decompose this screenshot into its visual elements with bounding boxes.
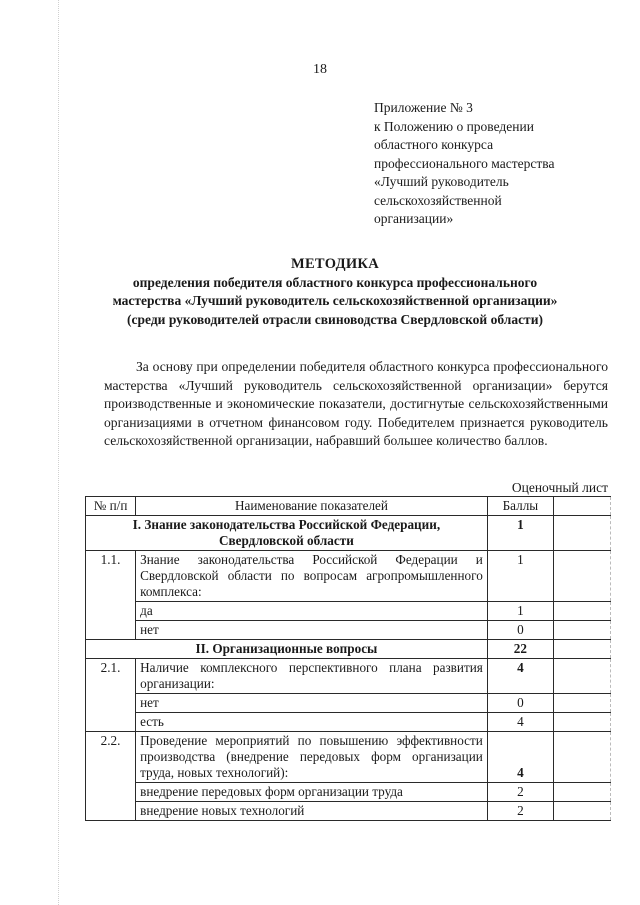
row-name: есть — [136, 713, 488, 732]
table-row — [86, 713, 611, 732]
row-number: 1.1. — [86, 551, 136, 640]
section-score: 22 — [487, 640, 553, 659]
row-name: нет — [136, 621, 488, 640]
scan-edge-line — [58, 0, 60, 905]
row-score: 2 — [487, 802, 553, 821]
evaluation-sheet-label: Оценочный лист — [511, 480, 608, 495]
table-row — [86, 783, 611, 802]
intro-paragraph: За основу при определении победителя областного конкурса профессионального мастерства «Лучший руководитель сельскохозяйственной организации» берутся производственные и экономические показатели, достигнутые сельскохозяйственными организациями в отчетном финансовом году. Победителем признается руководитель сельскохозяйственной организации, набравший большее количество баллов. — [104, 359, 608, 449]
table-section-row — [86, 640, 611, 659]
row-name: Проведение мероприятий по повышению эффективности производства (внедрение передовых форм организации труда, новых технологий): — [136, 732, 488, 783]
row-name: внедрение передовых форм организации труда — [136, 783, 488, 802]
row-number: 2.2. — [86, 732, 136, 821]
table-row — [86, 551, 611, 602]
appendix-line: «Лучший руководитель — [374, 174, 509, 189]
row-score: 1 — [487, 551, 553, 602]
section-score: 1 — [487, 516, 553, 551]
title-line: определения победителя областного конкурса профессионального — [132, 274, 538, 290]
table-row — [86, 602, 611, 621]
appendix-line: к Положению о проведении — [374, 118, 534, 134]
row-score: 2 — [487, 783, 553, 802]
row-score: 0 — [487, 621, 553, 640]
appendix-line: профессионального мастерства — [374, 155, 555, 171]
evaluation-table — [85, 496, 611, 821]
title-line: мастерства «Лучший руководитель сельскохозяйственной организации» — [112, 293, 558, 308]
table-row — [86, 659, 611, 694]
section-title: II. Организационные вопросы — [86, 640, 488, 659]
row-score: 4 — [487, 713, 553, 732]
row-score: 4 — [487, 732, 553, 783]
document-title — [70, 255, 600, 329]
appendix-line: сельскохозяйственной — [374, 192, 502, 208]
header-number: № п/п — [86, 497, 136, 516]
row-name: Наличие комплексного перспективного плана развития организации: — [136, 659, 488, 694]
appendix-line: Приложение № 3 — [374, 100, 473, 115]
table-header-row — [86, 497, 611, 516]
table-row — [86, 732, 611, 783]
table-row — [86, 621, 611, 640]
header-score: Баллы — [487, 497, 553, 516]
table-row — [86, 694, 611, 713]
row-score: 0 — [487, 694, 553, 713]
table-row — [86, 802, 611, 821]
row-name: Знание законодательства Российской Федерации и Свердловской области по вопросам агропромышленного комплекса: — [136, 551, 488, 602]
row-score: 4 — [487, 659, 553, 694]
row-name: нет — [136, 694, 488, 713]
appendix-line: областного конкурса — [374, 137, 494, 152]
page-number: 18 — [313, 62, 327, 77]
table-section-row — [86, 516, 611, 551]
row-score: 1 — [487, 602, 553, 621]
row-number: 2.1. — [86, 659, 136, 732]
row-name: внедрение новых технологий — [136, 802, 488, 821]
appendix-line: организации» — [374, 211, 454, 226]
section-title: I. Знание законодательства Российской Федерации, Свердловской области — [86, 516, 488, 551]
title-heading: МЕТОДИКА — [290, 256, 380, 272]
appendix-reference — [374, 99, 624, 229]
header-extra — [553, 497, 610, 516]
header-name: Наименование показателей — [136, 497, 488, 516]
row-name: да — [136, 602, 488, 621]
title-line: (среди руководителей отрасли свиноводства Свердловской области) — [127, 311, 543, 327]
